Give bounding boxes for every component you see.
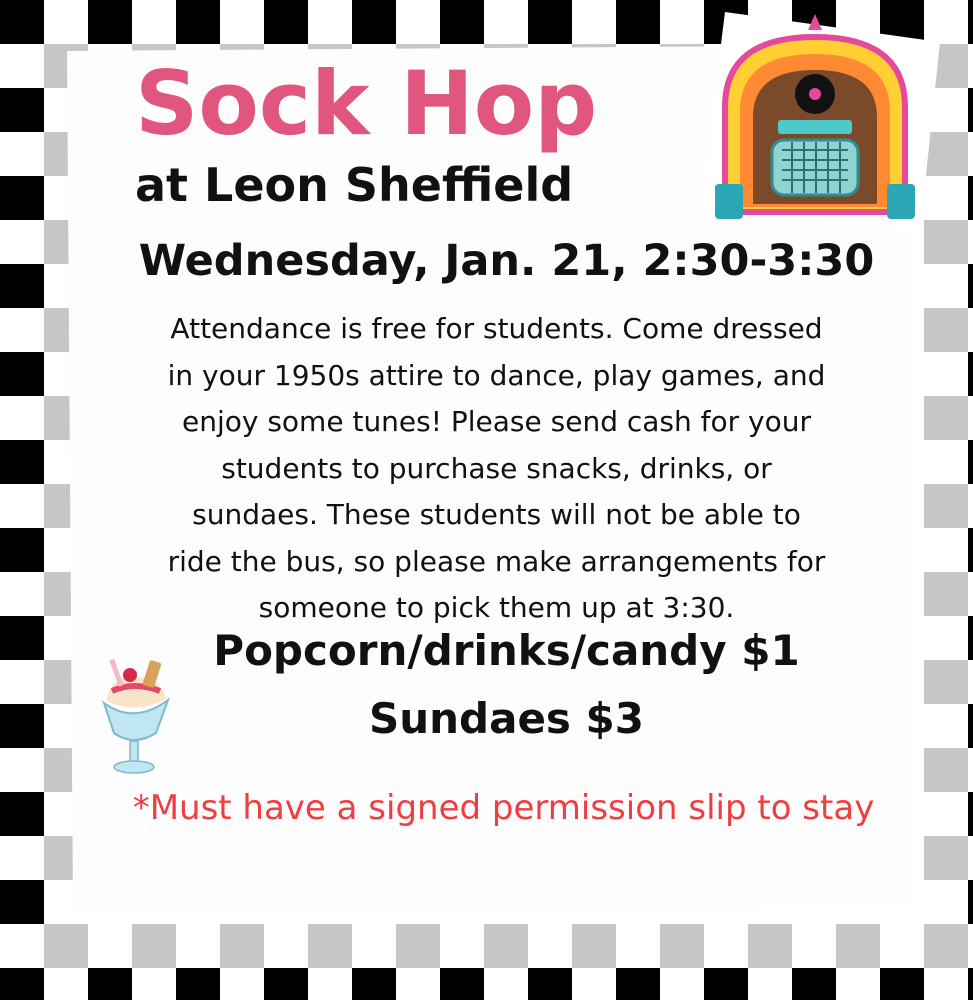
event-date: Wednesday, Jan. 21, 2:30-3:30	[138, 236, 875, 286]
description-line: enjoy some tunes! Please send cash for your	[181, 405, 812, 438]
ice-cream-sundae-icon	[82, 655, 187, 780]
jukebox-icon	[690, 12, 940, 232]
flyer-subtitle: at Leon Sheffield	[135, 158, 574, 212]
description-line: Attendance is free for students. Come dressed	[170, 312, 823, 345]
event-description	[10, 306, 973, 632]
description-line: sundaes. These students will not be able to	[192, 498, 801, 531]
permission-note: *Must have a signed permission slip to stay	[132, 788, 875, 828]
description-line: students to purchase snacks, drinks, or	[221, 451, 772, 485]
flyer-title: Sock Hop	[135, 52, 598, 155]
description-line: in your 1950s attire to dance, play games, and	[167, 358, 826, 392]
price-snacks: Popcorn/drinks/candy $1	[213, 626, 800, 675]
description-line: someone to pick them up at 3:30.	[258, 591, 735, 624]
description-line: ride the bus, so please make arrangements for	[167, 544, 826, 578]
price-sundaes: Sundaes $3	[368, 694, 644, 743]
